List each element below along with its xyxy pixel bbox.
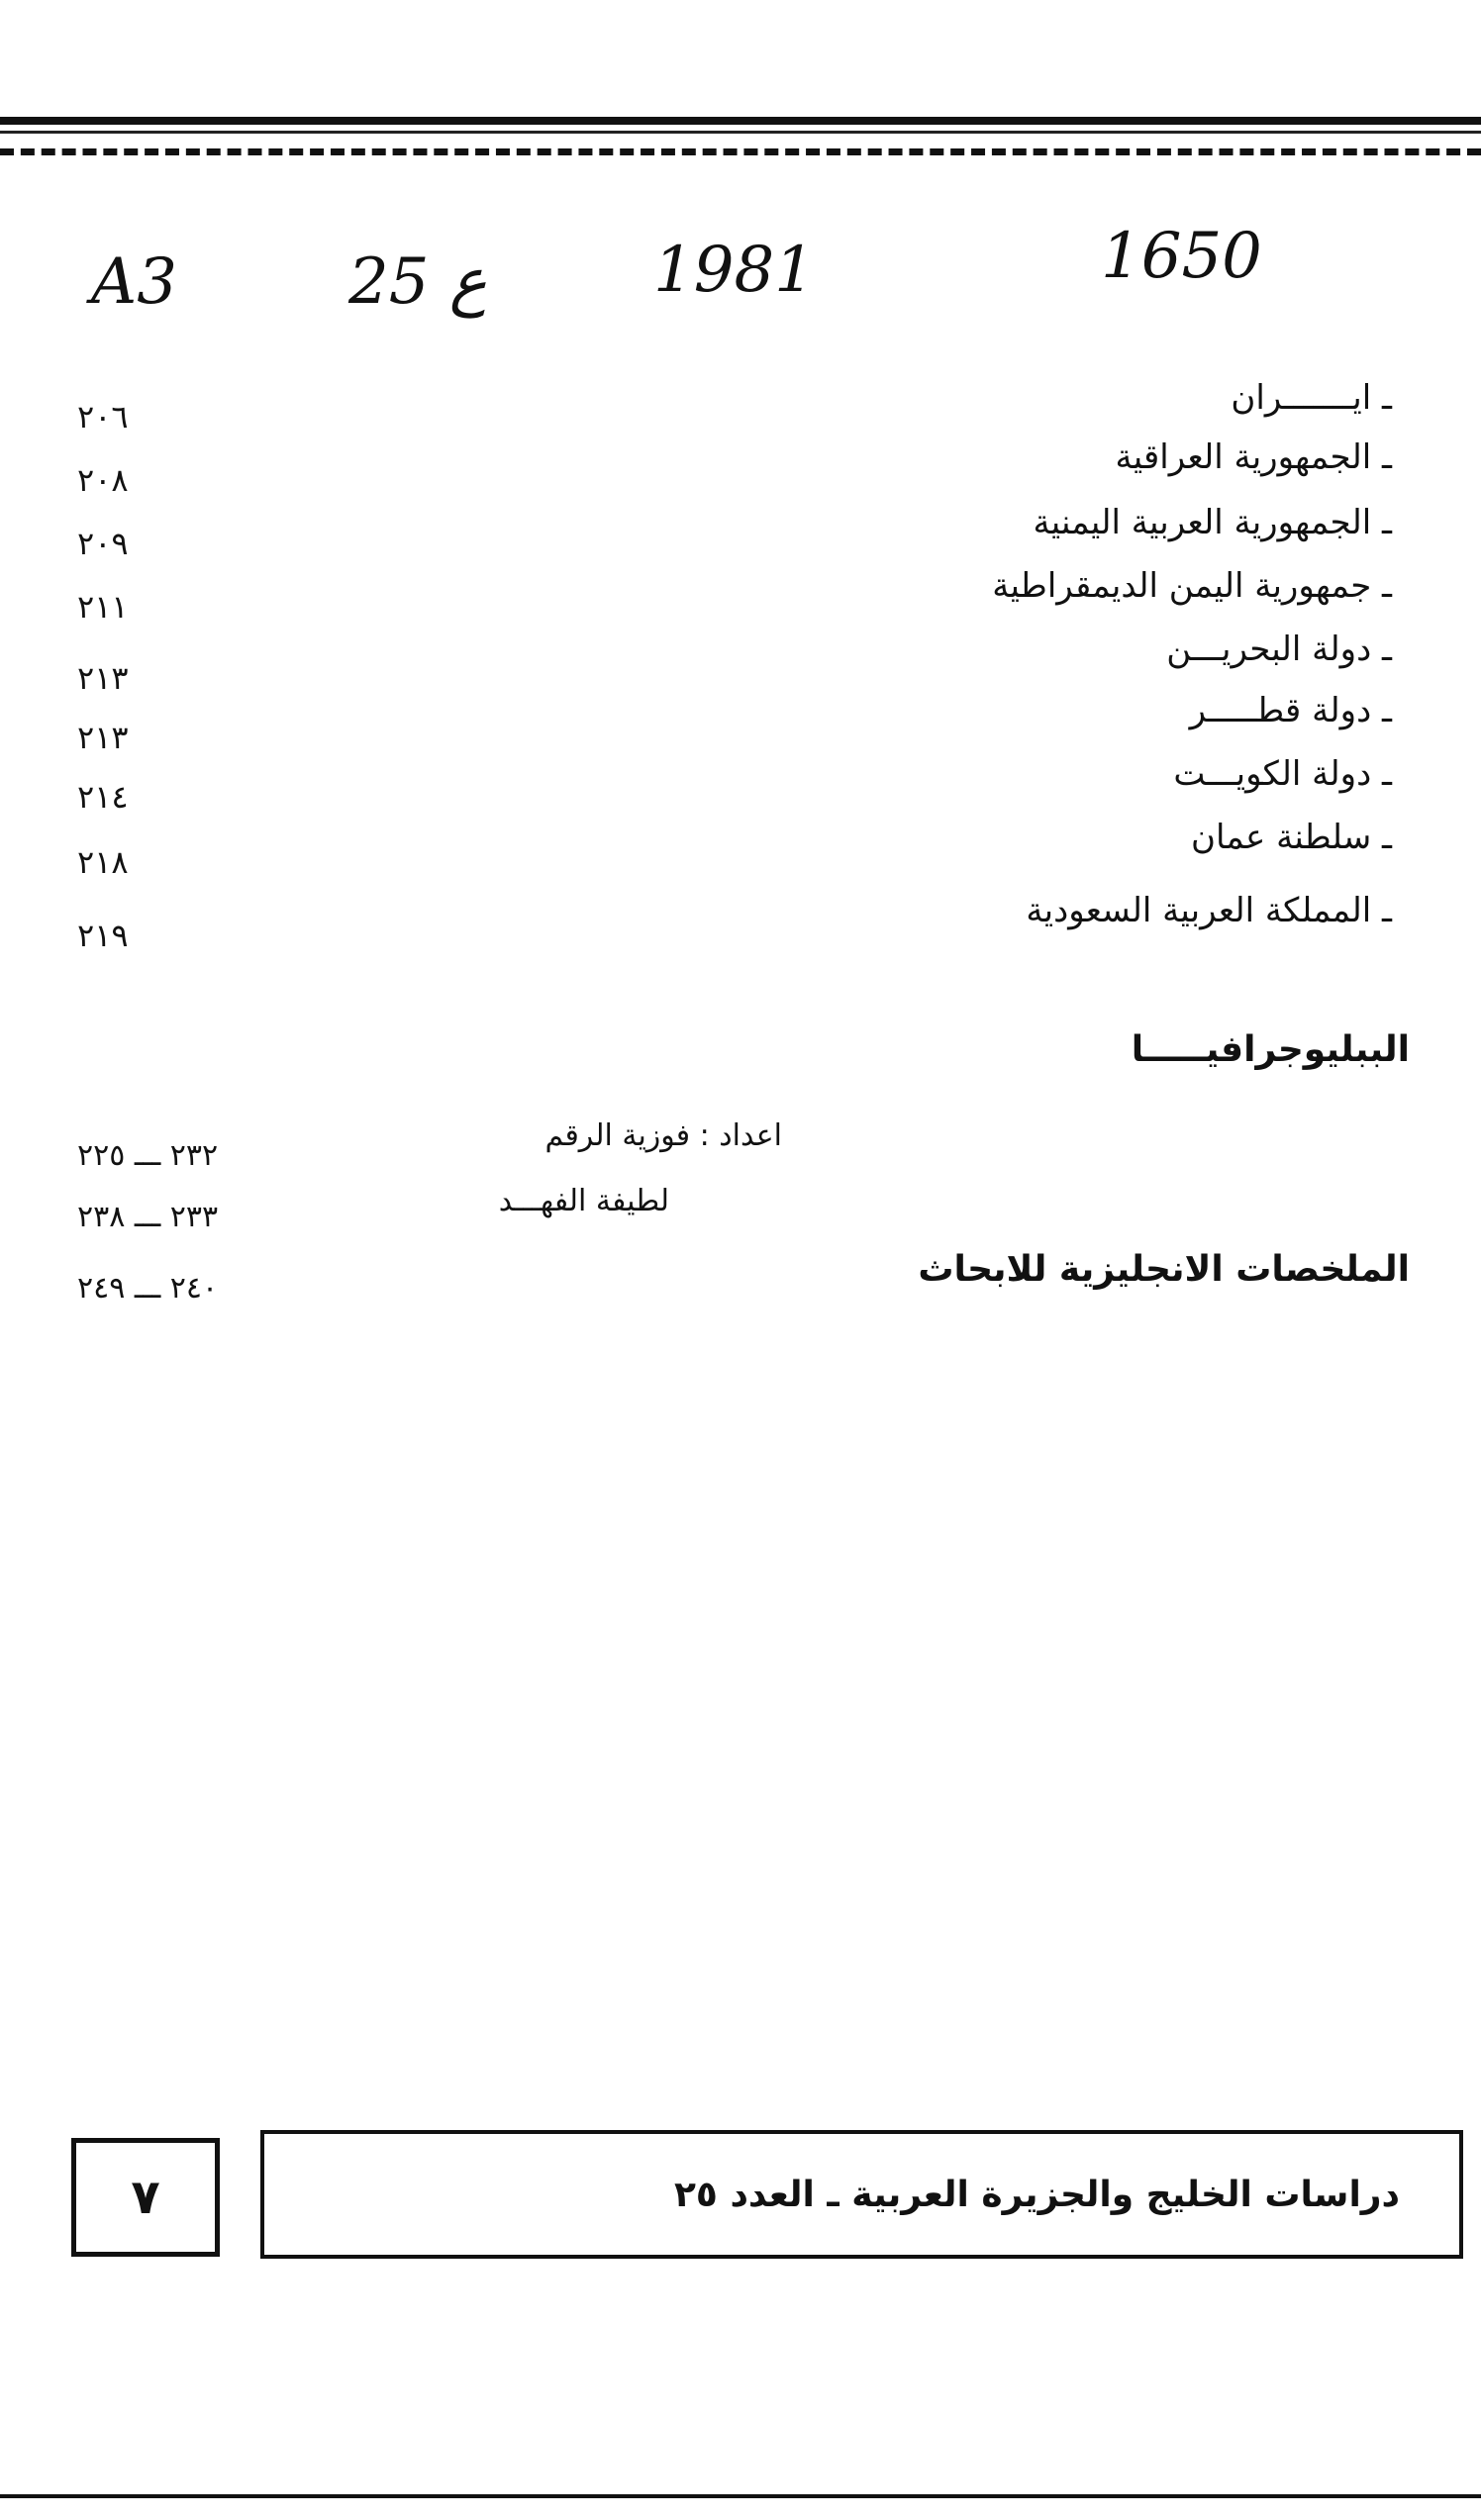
toc-entry-label: ـ ايـــــــران <box>1231 378 1392 418</box>
toc-entry-label: ـ الجمهورية العراقية <box>1115 437 1392 477</box>
toc-entry-page: ٢١٩ <box>77 917 129 954</box>
toc-entry-label: ـ جمهورية اليمن الديمقراطية <box>992 566 1392 606</box>
bibliography-page-range: ٢٣٢ ـــ ٢٢٥ <box>77 1138 219 1173</box>
toc-entry-page: ٢١٤ <box>77 778 129 816</box>
toc-entry-label: ـ دولة قطـــــر <box>1189 691 1392 730</box>
handwritten-note-1: A3 <box>91 245 177 319</box>
toc-entry-label: ـ دولة البحريـــن <box>1166 630 1392 669</box>
toc-entry-page: ٢١٣ <box>77 719 129 756</box>
bibliography-heading: الببليوجرافيـــــا <box>1131 1029 1410 1070</box>
toc-entry-page: ٢١٨ <box>77 843 129 881</box>
toc-entry-label: ـ سلطنة عمان <box>1191 818 1392 857</box>
bibliography-author: لطيفة الفهـــد <box>498 1184 669 1218</box>
toc-entry-page: ٢١١ <box>77 588 129 626</box>
journal-footer <box>260 2130 1463 2259</box>
toc-entry-page: ٢٠٩ <box>77 525 129 562</box>
toc-entry-label: ـ الجمهورية العربية اليمنية <box>1033 503 1392 542</box>
dashed-divider <box>0 148 1481 155</box>
abstracts-heading: الملخصات الانجليزية للابحاث <box>918 1249 1410 1290</box>
abstracts-page-range: ٢٤٠ ـــ ٢٤٩ <box>77 1271 219 1306</box>
handwritten-note-3: 1981 <box>653 234 815 307</box>
handwritten-note-4: 1650 <box>1101 220 1262 293</box>
toc-entry-page: ٢٠٨ <box>77 461 129 499</box>
toc-entry-label: ـ المملكة العربية السعودية <box>1026 891 1392 930</box>
top-rule <box>0 117 1481 125</box>
page-number: ٧ <box>71 2138 220 2257</box>
bibliography-page-range: ٢٣٣ ـــ ٢٣٨ <box>77 1200 219 1234</box>
toc-entry-page: ٢٠٦ <box>77 398 129 436</box>
handwritten-note-2: 25 ع <box>348 245 487 319</box>
toc-entry-page: ٢١٣ <box>77 659 129 697</box>
top-rule-thin <box>0 131 1481 134</box>
bottom-rule <box>0 2494 1481 2498</box>
toc-entry-label: ـ دولة الكويـــت <box>1173 754 1392 794</box>
journal-title: دراسات الخليج والجزيرة العربية ـ العدد ٢٥ <box>673 2174 1400 2215</box>
bibliography-author: اعداد : فوزية الرقم <box>544 1118 782 1153</box>
